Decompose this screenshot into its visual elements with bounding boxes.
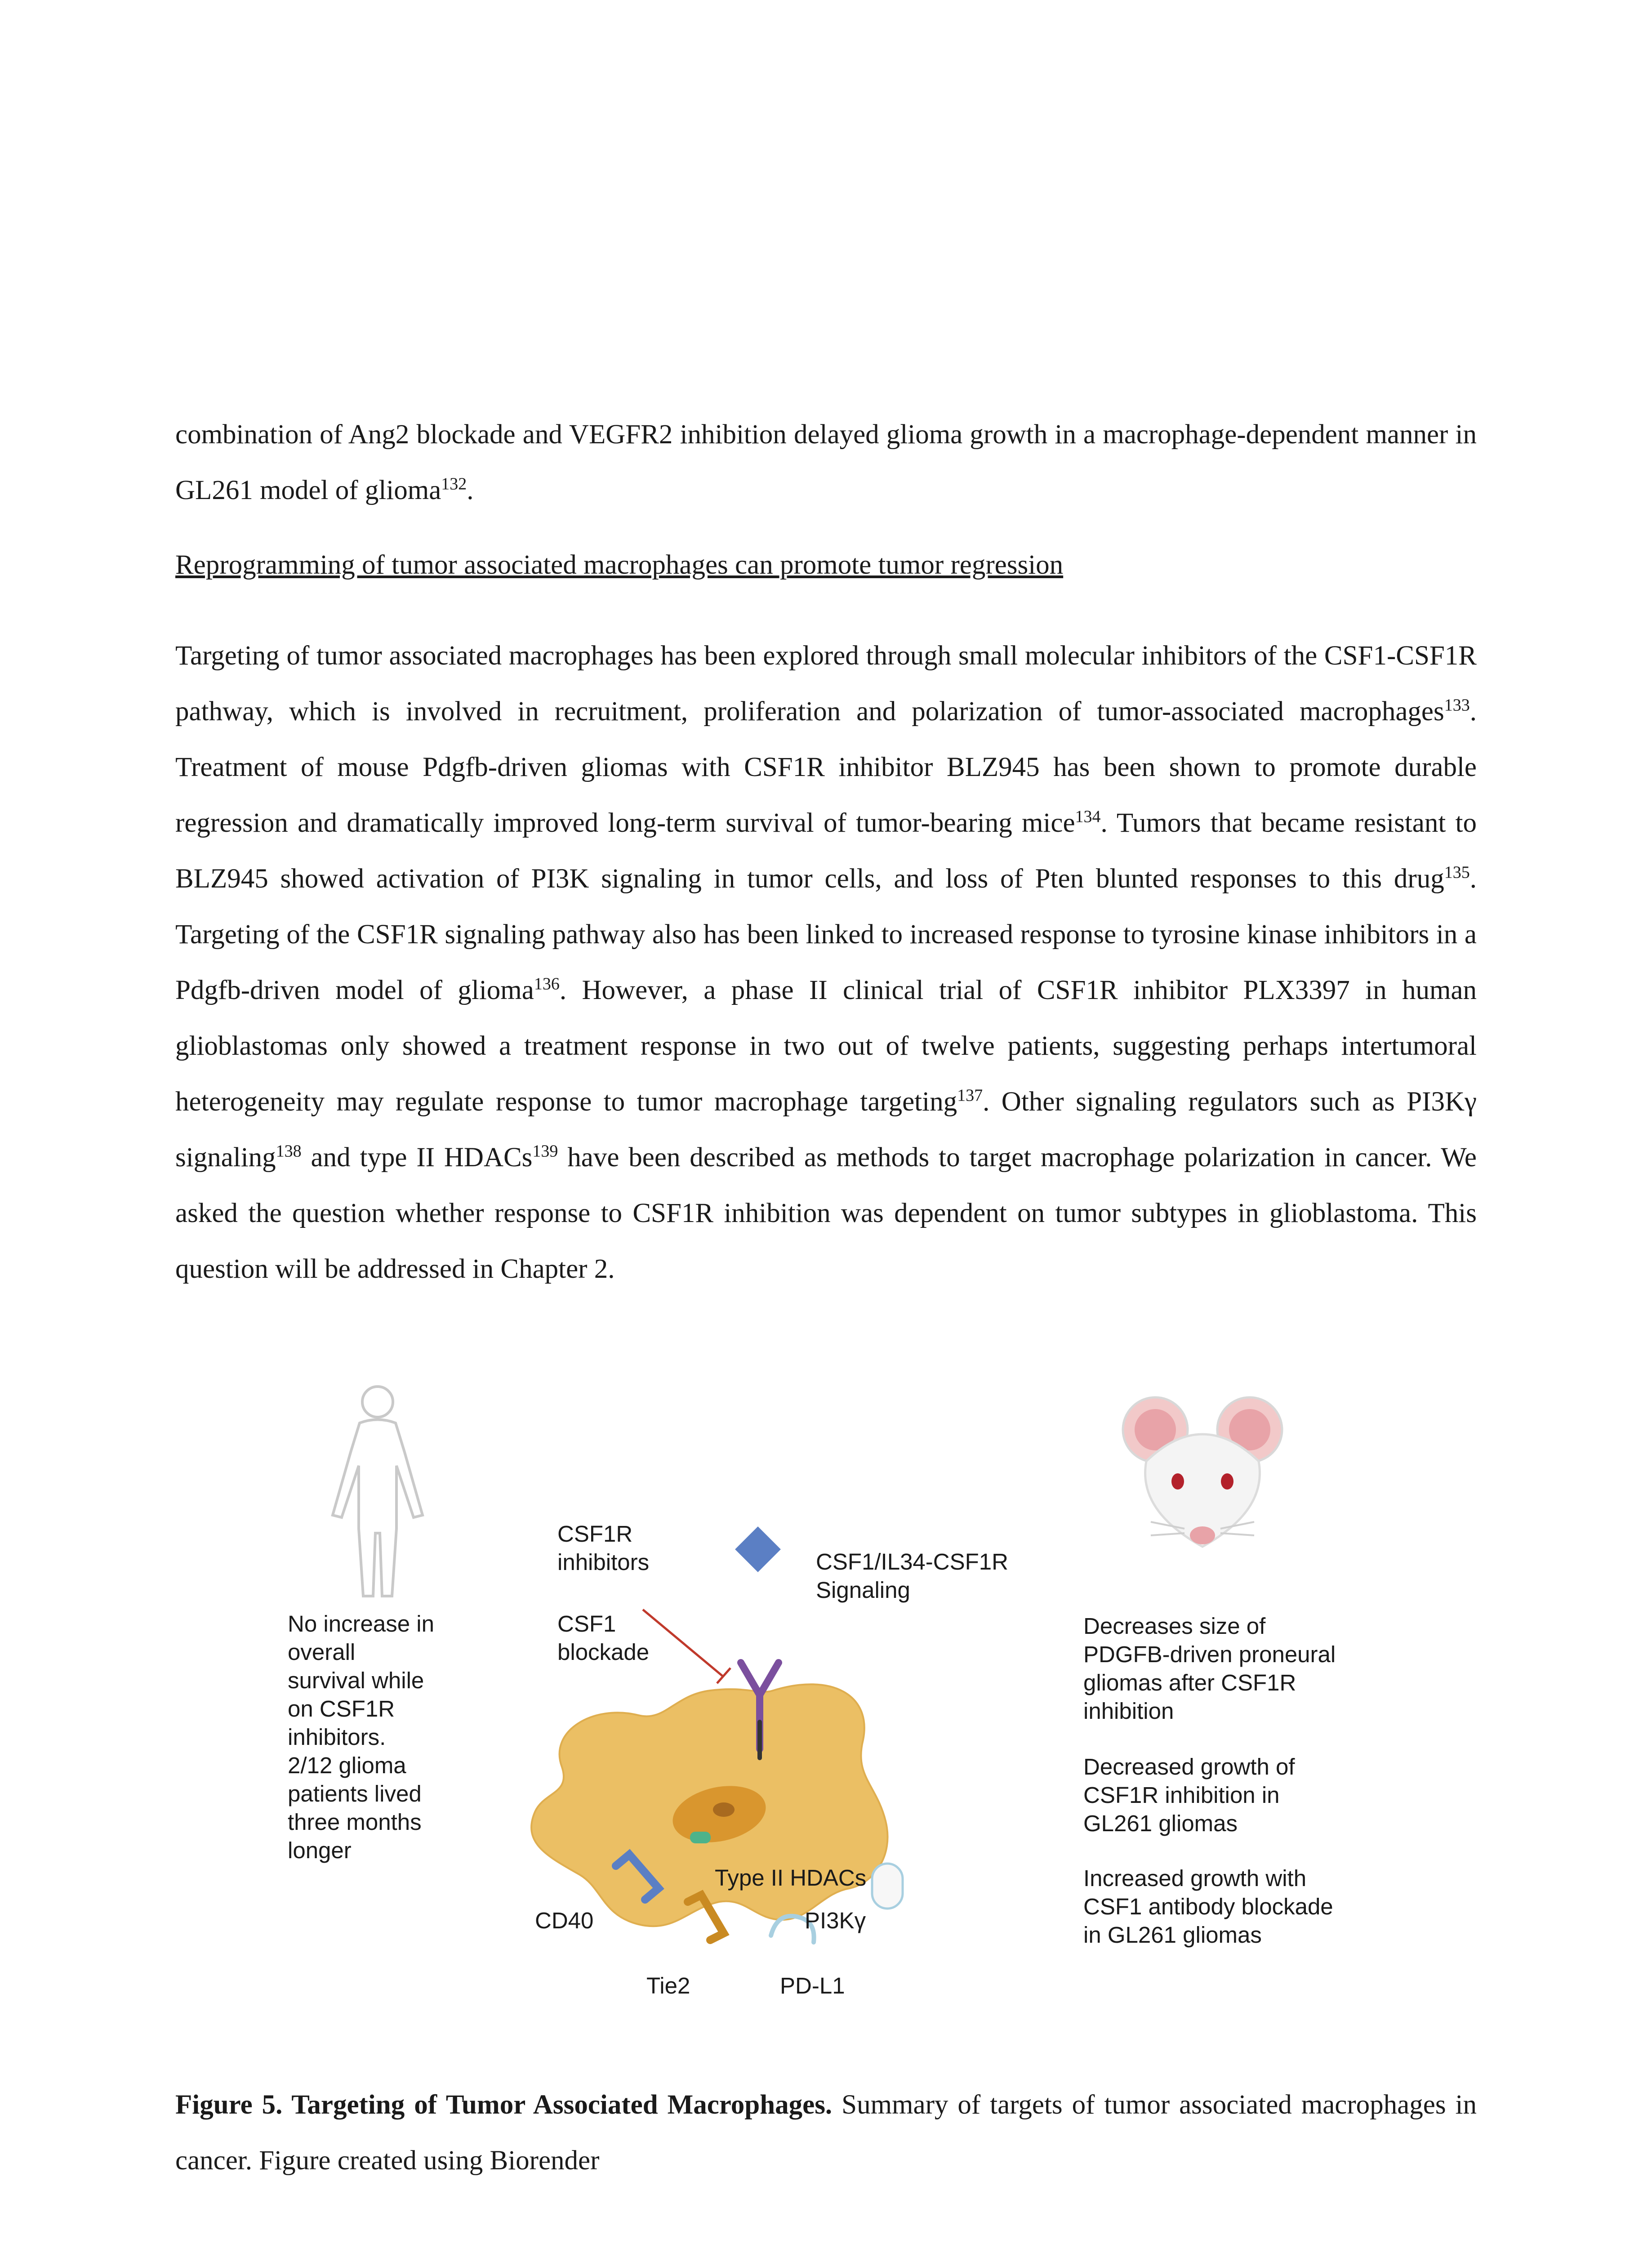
signaling-label: CSF1/IL34-CSF1R Signaling xyxy=(816,1549,1008,1603)
mouse-icon xyxy=(1123,1397,1282,1547)
citation-ref: 133 xyxy=(1444,696,1470,715)
citation-ref: 138 xyxy=(276,1142,302,1161)
type2-hdacs-label: Type II HDACs xyxy=(715,1865,867,1891)
tie2-label: Tie2 xyxy=(646,1973,690,1998)
csf1-blockade-label: CSF1 blockade xyxy=(557,1611,650,1665)
mouse-note-gl261-decreased: Decreased growth of CSF1R inhibition in GL261 gliomas xyxy=(1083,1754,1295,1836)
citation-ref: 134 xyxy=(1075,807,1101,826)
citation-ref: 136 xyxy=(534,974,560,994)
mouse-note-pdgfb: Decreases size of PDGFB-driven proneural gliomas after CSF1R inhibition xyxy=(1083,1613,1336,1724)
caption-title: Figure 5. Targeting of Tumor Associated Macrophages. xyxy=(175,2090,833,2120)
mouse-note-gl261-increased: Increased growth with CSF1 antibody blockade in GL261 gliomas xyxy=(1083,1865,1333,1948)
hdac-marker xyxy=(690,1832,711,1843)
citation-ref: 137 xyxy=(957,1086,983,1105)
figure-caption xyxy=(175,2077,1477,2189)
pi3k-gamma-label: PI3Kγ xyxy=(805,1908,866,1933)
csf1-ligand-icon xyxy=(735,1526,781,1572)
caption-text: Summary of targets of tumor associated macrophages in cancer. Figure created using Biorender xyxy=(175,2090,1477,2176)
nucleolus xyxy=(713,1802,735,1817)
section-heading: Reprogramming of tumor associated macrophages can promote tumor regression xyxy=(175,550,1064,580)
citation-ref: 135 xyxy=(1444,863,1470,882)
inhibitor-arrow xyxy=(643,1610,724,1677)
cd40-label: CD40 xyxy=(535,1908,594,1933)
human-survival-note: No increase in overall survival while on CSF1R inhibitors. 2/12 glioma patients lived three months longer xyxy=(288,1611,434,1863)
citation-ref: 139 xyxy=(532,1142,558,1161)
paragraph-continuation: combination of Ang2 blockade and VEGFR2 inhibition delayed glioma growth in a macrophage-dependent manner in GL261 model of glioma$^{132}$. xyxy=(175,419,1477,505)
citation-ref: 132 xyxy=(441,474,467,494)
pi3k-gamma-icon xyxy=(872,1864,903,1909)
human-icon xyxy=(333,1387,423,1596)
figure-macrophage-targeting xyxy=(270,1380,1385,2028)
pdl1-label: PD-L1 xyxy=(780,1973,845,1998)
paragraph-body: Targeting of tumor associated macrophages has been explored through small molecular inhibitors of the CSF1-CSF1R pathway, which is involved in recruitment, proliferation and polarization of tumor-associated macrophages$^{133}$. Treatment of mouse Pdgfb-driven gliomas with CSF1R inhibitor BLZ945 has been shown to promote durable regression and dramatically improved long-term survival of tumor-bearing mice$^{134}$. Tumors that became resistant to BLZ945 showed activation of PI3K signaling in tumor cells, and loss of Pten blunted responses to this drug$^{135}$. Targeting of the CSF1R signaling pathway also has been linked to increased response to tyrosine kinase inhibitors in a Pdgfb-driven model of glioma$^{136}$. However, a phase II clinical trial of CSF1R inhibitor PLX3397 in human glioblastomas only showed a treatment response in two out of twelve patients, suggesting perhaps intertumoral heterogeneity may regulate response to tumor macrophage targeting$^{137}$. Other signaling regulators such as PI3Kγ signaling$^{138}$ and type II HDACs$^{139}$ have been described as methods to target macrophage polarization in cancer. We asked the question whether response to CSF1R inhibition was dependent on tumor subtypes in glioblastoma. This question will be addressed in Chapter 2. xyxy=(175,641,1477,1284)
csf1r-inhibitors-label: CSF1R inhibitors xyxy=(557,1521,650,1575)
